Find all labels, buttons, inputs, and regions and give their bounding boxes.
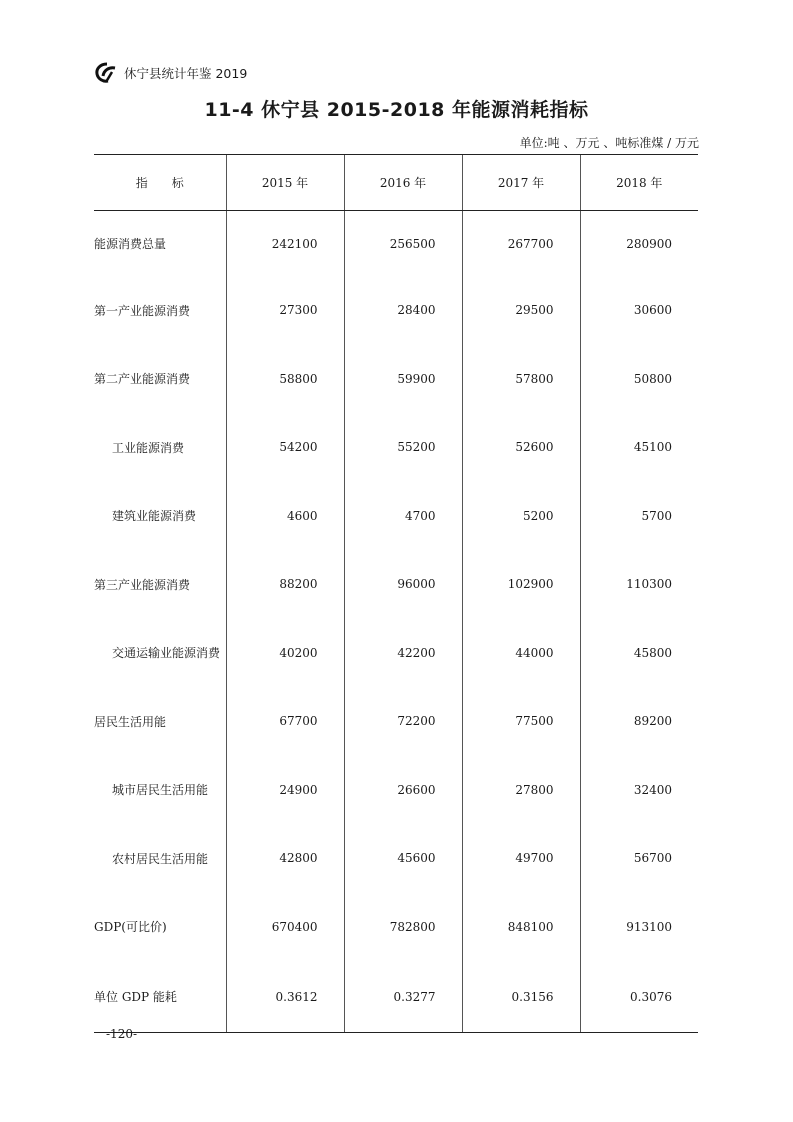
energy-consumption-table	[94, 154, 698, 1033]
header-2016: 2016 年	[344, 155, 462, 211]
cell-value: 4700	[344, 482, 462, 551]
cell-value: 242100	[226, 211, 344, 277]
cell-value: 267700	[462, 211, 580, 277]
cell-value: 0.3277	[344, 961, 462, 1033]
cell-value: 32400	[580, 756, 698, 825]
cell-value: 0.3156	[462, 961, 580, 1033]
running-header	[94, 62, 247, 84]
cell-value: 102900	[462, 550, 580, 619]
row-label	[94, 824, 226, 893]
row-label	[94, 413, 226, 482]
row-label-text: 能源消费总量	[94, 237, 167, 251]
cell-value: 913100	[580, 893, 698, 962]
cell-value: 110300	[580, 550, 698, 619]
cell-value: 848100	[462, 893, 580, 962]
cell-value: 30600	[580, 276, 698, 345]
table-row	[94, 619, 698, 688]
cell-value: 670400	[226, 893, 344, 962]
cell-value: 45600	[344, 824, 462, 893]
table-row	[94, 345, 698, 414]
row-label	[94, 893, 226, 962]
cell-value: 0.3076	[580, 961, 698, 1033]
table-row	[94, 824, 698, 893]
cell-value: 280900	[580, 211, 698, 277]
cell-value: 256500	[344, 211, 462, 277]
row-label	[94, 550, 226, 619]
cell-value: 28400	[344, 276, 462, 345]
cell-value: 782800	[344, 893, 462, 962]
row-label-text: 城市居民生活用能	[112, 783, 209, 798]
row-label	[94, 619, 226, 688]
cell-value: 54200	[226, 413, 344, 482]
header-2018: 2018 年	[580, 155, 698, 211]
cell-value: 29500	[462, 276, 580, 345]
row-label-text: 居民生活用能	[94, 714, 167, 729]
table-row	[94, 961, 698, 1033]
book-title: 休宁县统计年鉴 2019	[124, 66, 248, 81]
table-row	[94, 893, 698, 962]
table-row	[94, 550, 698, 619]
cell-value: 59900	[344, 345, 462, 414]
header-2015: 2015 年	[226, 155, 344, 211]
cell-value: 27300	[226, 276, 344, 345]
cell-value: 26600	[344, 756, 462, 825]
row-label	[94, 687, 226, 756]
row-label	[94, 482, 226, 551]
cell-value: 45800	[580, 619, 698, 688]
cell-value: 57800	[462, 345, 580, 414]
page-title: 11-4 休宁县 2015-2018 年能源消耗指标	[204, 99, 589, 121]
table-row	[94, 687, 698, 756]
cell-value: 42800	[226, 824, 344, 893]
cell-value: 5200	[462, 482, 580, 551]
row-label-text: 第三产业能源消费	[94, 577, 191, 592]
cell-value: 4600	[226, 482, 344, 551]
cell-value: 77500	[462, 687, 580, 756]
cell-value: 0.3612	[226, 961, 344, 1033]
cell-value: 24900	[226, 756, 344, 825]
cell-value: 50800	[580, 345, 698, 414]
row-label-text: 工业能源消费	[112, 440, 185, 455]
cell-value: 58800	[226, 345, 344, 414]
row-label-text: 单位 GDP 能耗	[94, 990, 177, 1004]
row-label-text: 农村居民生活用能	[112, 851, 209, 866]
row-label-text: 第一产业能源消费	[94, 303, 191, 318]
page-number: -120-	[106, 1027, 138, 1041]
cell-value: 49700	[462, 824, 580, 893]
row-label	[94, 345, 226, 414]
table-row	[94, 276, 698, 345]
table-row	[94, 756, 698, 825]
table-row	[94, 413, 698, 482]
row-label	[94, 756, 226, 825]
header-2017: 2017 年	[462, 155, 580, 211]
row-label-text: GDP(可比价)	[94, 920, 167, 935]
row-label-text: 交通运输业能源消费	[112, 646, 221, 661]
table-header-row	[94, 155, 698, 211]
cell-value: 89200	[580, 687, 698, 756]
cell-value: 96000	[344, 550, 462, 619]
cell-value: 40200	[226, 619, 344, 688]
cell-value: 27800	[462, 756, 580, 825]
yearbook-logo-icon	[94, 62, 118, 84]
row-label	[94, 211, 226, 277]
cell-value: 45100	[580, 413, 698, 482]
row-label-text: 建筑业能源消费	[112, 509, 197, 524]
row-label-text: 第二产业能源消费	[94, 372, 191, 387]
cell-value: 88200	[226, 550, 344, 619]
cell-value: 67700	[226, 687, 344, 756]
row-label	[94, 961, 226, 1033]
cell-value: 52600	[462, 413, 580, 482]
cell-value: 44000	[462, 619, 580, 688]
unit-note: 单位:吨 、万元 、吨标准煤 / 万元	[519, 136, 699, 150]
cell-value: 56700	[580, 824, 698, 893]
header-indicator: 指 标	[94, 155, 226, 211]
cell-value: 42200	[344, 619, 462, 688]
table-row	[94, 211, 698, 277]
cell-value: 55200	[344, 413, 462, 482]
row-label	[94, 276, 226, 345]
cell-value: 72200	[344, 687, 462, 756]
cell-value: 5700	[580, 482, 698, 551]
table-row	[94, 482, 698, 551]
